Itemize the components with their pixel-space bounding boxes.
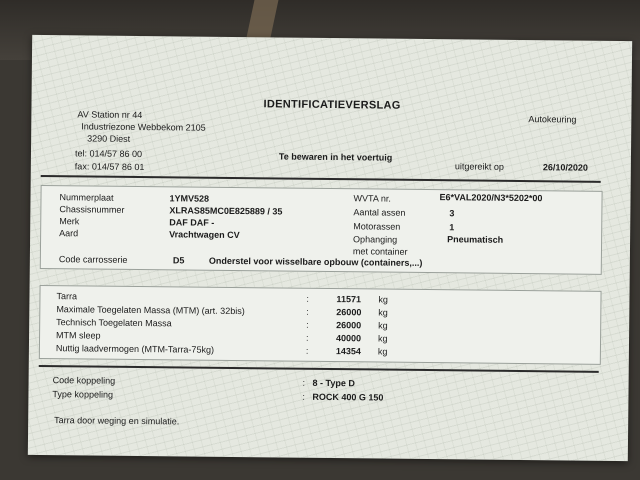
organization-label: Autokeuring: [528, 114, 577, 125]
container-label: met container: [352, 246, 408, 257]
mass-divider: [39, 365, 599, 373]
chassis-value: XLRAS85MC0E825889 / 35: [169, 205, 283, 217]
coupling-type-label: Type koppeling: [52, 389, 114, 400]
tare-label: Tarra: [56, 291, 78, 302]
mass-info-box: [39, 285, 602, 365]
header-divider: [41, 175, 601, 183]
payload-unit: kg: [377, 346, 388, 357]
technical-mass-value: 26000: [336, 320, 362, 331]
payload-label: Nuttig laadvermogen (MTM-Tarra-75kg): [55, 343, 215, 355]
tare-value: 11571: [336, 294, 362, 305]
coupling-code-colon: :: [302, 377, 306, 388]
make-value: DAF DAF -: [169, 217, 215, 228]
tare-method-note: Tarra door weging en simulatie.: [54, 415, 180, 427]
issued-label: uitgereikt op: [454, 161, 504, 172]
towing-mass-value: 40000: [336, 333, 362, 344]
coupling-code-label: Code koppeling: [52, 375, 116, 386]
tel-line: tel: 014/57 86 00: [74, 148, 143, 160]
drive-axles-value: 1: [449, 222, 455, 233]
plate-value: 1YMV528: [169, 193, 210, 204]
suspension-label: Ophanging: [353, 234, 398, 245]
coupling-type-colon: :: [302, 391, 306, 402]
kind-label: Aard: [59, 228, 79, 239]
address-line-2: 3290 Diest: [87, 133, 131, 144]
keep-in-vehicle-note: Te bewaren in het voertuig: [278, 151, 393, 163]
payload-colon: :: [305, 345, 309, 356]
station-line: AV Station nr 44: [77, 109, 143, 121]
address-line-1: Industriezone Webbekom 2105: [81, 121, 206, 133]
towing-mass-unit: kg: [378, 333, 388, 344]
body-description: Onderstel voor wisselbare opbouw (containers,...): [208, 255, 423, 268]
tare-unit: kg: [378, 294, 389, 305]
chassis-label: Chassisnummer: [59, 204, 125, 215]
technical-mass-colon: :: [306, 319, 309, 330]
document-title: IDENTIFICATIEVERSLAG: [263, 98, 401, 112]
mtm-value: 26000: [336, 307, 362, 318]
fax-line: fax: 014/57 86 01: [74, 161, 145, 173]
technical-mass-label: Technisch Toegelaten Massa: [56, 317, 172, 329]
body-code-value: D5: [172, 255, 185, 266]
wvta-value: E6*VAL2020/N3*5202*00: [439, 192, 543, 204]
mtm-unit: kg: [378, 307, 388, 318]
make-label: Merk: [59, 216, 80, 227]
towing-mass-colon: :: [306, 332, 309, 343]
wvta-label: WVTA nr.: [353, 193, 391, 204]
technical-mass-unit: kg: [378, 320, 388, 331]
kind-value: Vrachtwagen CV: [169, 229, 240, 241]
coupling-code-value: 8 - Type D: [312, 377, 355, 389]
drive-axles-label: Motorassen: [353, 221, 401, 232]
identification-document: [28, 35, 632, 461]
payload-value: 14354: [335, 346, 362, 357]
towing-mass-label: MTM sleep: [56, 330, 101, 341]
coupling-type-value: ROCK 400 G 150: [312, 391, 384, 403]
vehicle-info-box: [40, 185, 603, 275]
suspension-value: Pneumatisch: [447, 234, 504, 245]
plate-label: Nummerplaat: [59, 192, 114, 203]
axles-value: 3: [449, 208, 455, 219]
tare-colon: :: [306, 293, 310, 304]
mtm-label: Maximale Toegelaten Massa (MTM) (art. 32bis): [56, 304, 245, 317]
mtm-colon: :: [306, 306, 309, 317]
axles-label: Aantal assen: [353, 207, 406, 218]
issued-date: 26/10/2020: [542, 162, 588, 173]
body-code-label: Code carrosserie: [58, 254, 128, 265]
